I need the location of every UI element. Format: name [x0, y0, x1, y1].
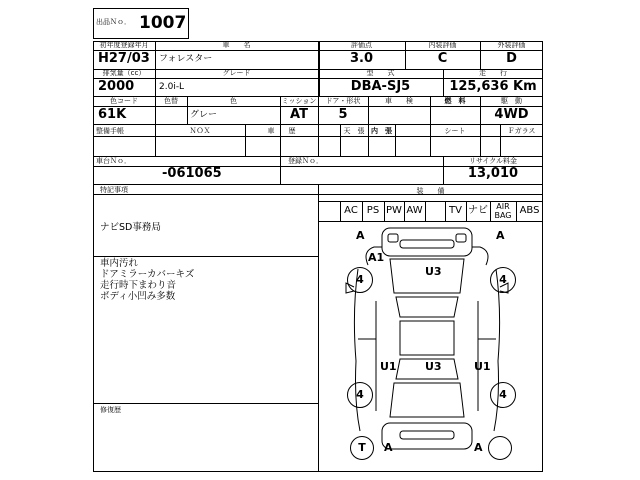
- equipment-navi: ナビ: [468, 205, 488, 216]
- plate-number-label: 登録Ｎｏ．: [288, 157, 323, 165]
- equipment-aw: AW: [406, 205, 423, 216]
- doors-label: ドア・形状: [325, 97, 361, 105]
- equipment-pw: PW: [386, 205, 402, 216]
- doors-value: 5: [338, 107, 348, 122]
- tire-spare: T: [350, 436, 374, 460]
- seat-label: シート: [444, 127, 466, 135]
- fuel-label: 燃 料: [444, 97, 466, 105]
- grade-value: 2.0i-L: [159, 82, 185, 92]
- color-label: 色: [230, 97, 237, 105]
- equipment-ps: PS: [366, 205, 380, 216]
- mark-front-left: A: [356, 229, 365, 242]
- mileage-label: 走 行: [479, 69, 507, 77]
- windshield-label: Ｆガラス: [507, 127, 536, 135]
- equipment-ac: AC: [344, 205, 358, 216]
- mark-roof: U3: [425, 265, 442, 278]
- remarks-line-4: 走行時下まわり音: [100, 280, 177, 291]
- chassis-number-label: 車台Ｎｏ．: [96, 157, 131, 165]
- tire-front-right: 4: [490, 267, 516, 293]
- lot-number-value: 1007: [139, 13, 187, 33]
- score-label: 評価点: [351, 41, 372, 49]
- interior-grade-label: 内装評価: [428, 41, 457, 49]
- model-code-label: 型 式: [366, 69, 395, 77]
- lot-number-label: 出品Ｎｏ．: [96, 18, 131, 26]
- inspection-label: 車 検: [385, 97, 413, 105]
- remarks-line-1: ナビSD事務局: [100, 222, 161, 233]
- interior-trim-label: 内 張: [371, 127, 392, 135]
- interior-grade-value: C: [437, 51, 448, 66]
- remarks-line-5: ボディ小凹み多数: [100, 291, 176, 302]
- recycle-fee-label: リサイクル料金: [468, 157, 518, 165]
- car-damage-diagram: [318, 221, 543, 472]
- color-code-label: 色コード: [110, 97, 138, 105]
- displacement-value: 2000: [98, 79, 135, 94]
- exterior-grade-value: D: [506, 51, 517, 66]
- tire-rear-right: 4: [490, 382, 516, 408]
- equipment-airbag: AIR BAG: [494, 202, 512, 220]
- equipment-label: 装 備: [416, 187, 445, 195]
- repaint-label: 色替: [164, 97, 178, 105]
- remarks-label: 特記事項: [100, 186, 128, 194]
- model-code-value: DBA-SJ5: [350, 79, 411, 94]
- tire-front-left: 4: [347, 267, 373, 293]
- reg-date-label: 初年度登録年月: [99, 41, 149, 49]
- exterior-grade-label: 外装評価: [497, 41, 526, 49]
- score-value: 3.0: [349, 51, 374, 66]
- transmission-value: AT: [290, 107, 308, 122]
- car-name-value: フォレスター: [159, 54, 213, 64]
- color-code-value: 61K: [98, 107, 127, 122]
- vehicle-history-label: 車 歴: [267, 127, 296, 135]
- tire-rear-left: 4: [347, 382, 373, 408]
- mark-front-right: A: [496, 229, 505, 242]
- mark-hood: A1: [368, 251, 385, 264]
- color-value: グレー: [190, 110, 218, 120]
- mark-rear-left: A: [384, 441, 393, 454]
- mark-center: U3: [425, 360, 442, 373]
- tire-spare-right: [488, 436, 512, 460]
- mark-right-side: U1: [474, 360, 491, 373]
- repair-history-label: 修復歴: [100, 406, 121, 414]
- chassis-number-value: -061065: [162, 166, 222, 181]
- remarks-line-3: ドアミラーカバーキズ: [100, 269, 195, 280]
- equipment-abs: ABS: [519, 205, 540, 216]
- maintenance-record-label: 整備手帳: [96, 127, 124, 135]
- mark-rear-right: A: [474, 441, 483, 454]
- car-name-label: 車 名: [222, 41, 251, 49]
- drive-label: 駆 動: [501, 97, 522, 105]
- headliner-label: 天 張: [343, 127, 365, 135]
- mileage-value: 125,636 Km: [449, 79, 537, 94]
- remarks-line-2: 車内汚れ: [100, 258, 139, 269]
- equipment-tv: TV: [449, 205, 462, 216]
- nox-label: ＮＯＸ: [189, 127, 211, 135]
- displacement-label: 排気量（cc）: [102, 69, 146, 77]
- transmission-label: ミッション: [281, 97, 317, 105]
- drive-value: 4WD: [494, 107, 529, 122]
- reg-date-value: H27/03: [98, 51, 150, 66]
- recycle-fee-value: 13,010: [467, 166, 519, 181]
- mark-left-side: U1: [380, 360, 397, 373]
- grade-label: グレード: [222, 69, 251, 77]
